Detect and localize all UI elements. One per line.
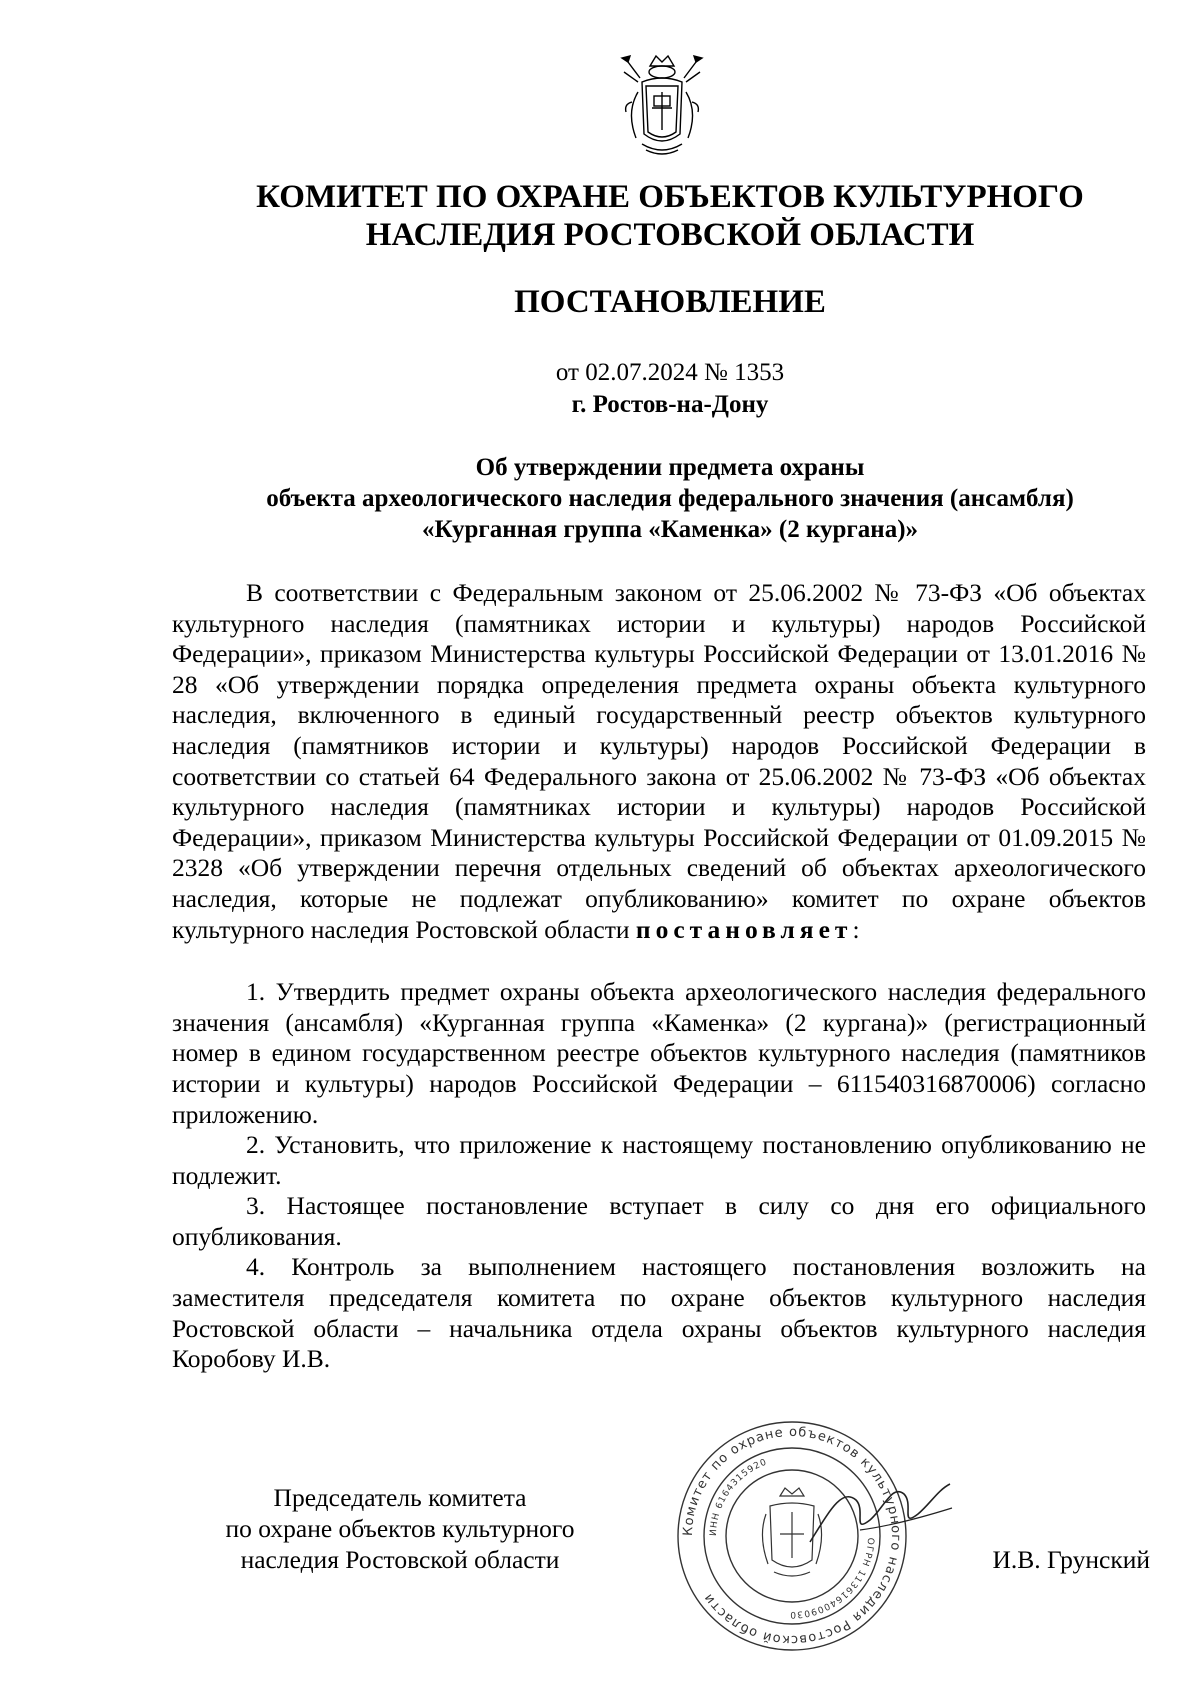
subject-line2: объекта археологического наследия федерального значения (ансамбля) [266, 485, 1074, 512]
document-body [172, 578, 1146, 1375]
organization-name [170, 178, 1170, 254]
resolves-word: постановляет [635, 914, 853, 944]
item-paragraph-2: 2. Установить, что приложение к настоящему постановлению опубликованию не подлежит. [172, 1130, 1146, 1190]
signatory-title [170, 1482, 630, 1575]
preamble-paragraph [172, 578, 1146, 945]
stamp-inn: ИНН 6164315920 [708, 1457, 769, 1537]
organization-name-line1: КОМИТЕТ ПО ОХРАНЕ ОБЪЕКТОВ КУЛЬТУРНОГО [256, 179, 1084, 215]
organization-name-line2: НАСЛЕДИЯ РОСТОВСКОЙ ОБЛАСТИ [365, 217, 975, 253]
signatory-title-line3: наследия Ростовской области [240, 1545, 560, 1574]
signatory-name: И.В. Грунский [992, 1545, 1150, 1574]
preamble-text: В соответствии с Федеральным законом от 25.06.2002 № 73-ФЗ «Об объектах культурного наследия (памятниках истории и культуры) народов Российской Федерации», приказом Министерства культуры Российской Федерации от 13.01.2016 № 28 «Об утверждении порядка определения предмета охраны объекта культурного наследия, включенного в единый государственный реестр объектов культурного наследия (памятников истории и культуры) народов Российской Федерации в соответствии со статьей 64 Федерального закона от 25.06.2002 № 73-ФЗ «Об объектах культурного наследия (памятниках истории и культуры) народов Российской Федерации», приказом Министерства культуры Российской Федерации от 01.09.2015 № 2328 «Об утверждении перечня отдельных сведений об объектах археологического наследия, которые не подлежат опубликованию» комитет по охране объектов культурного наследия Ростовской области [172, 578, 1146, 944]
document-type: ПОСТАНОВЛЕНИЕ [514, 284, 826, 320]
subject-line1: Об утверждении предмета охраны [475, 454, 865, 481]
stamp-text: Комитет по охране объектов культурного наследия Ростовской области [680, 1424, 904, 1648]
preamble-ending: : [852, 914, 860, 944]
paragraph-gap [172, 945, 1146, 977]
signatory-title-line2: по охране объектов культурного [225, 1514, 575, 1543]
signatory-title-line1: Председатель комитета [273, 1483, 527, 1512]
document-city: г. Ростов-на-Дону [571, 391, 769, 418]
item-paragraph-3: 3. Настоящее постановление вступает в силу со дня его официального опубликования. [172, 1191, 1146, 1251]
rostov-oblast-coat-of-arms-icon [612, 52, 712, 162]
document-subject [170, 452, 1170, 545]
stamp-ogrn: ОГРН 1136164009030 [789, 1537, 876, 1620]
item-paragraph-1: 1. Утвердить предмет охраны объекта археологического наследия федерального значения (ансамбля) «Курганная группа «Каменка» (2 кургана)» (регистрационный номер в едином государственном реестре объектов культурного наследия (памятников истории и культуры) народов Российской Федерации – 611540316870006) согласно приложению. [172, 977, 1146, 1129]
document-date-number: от 02.07.2024 № 1353 [555, 359, 785, 386]
item-paragraph-4: 4. Контроль за выполнением настоящего постановления возложить на заместителя председателя комитета по охране объектов культурного наследия Ростовской области – начальника отдела охраны объектов культурного наследия Коробову И.В. [172, 1252, 1146, 1374]
subject-line3: «Курганная группа «Каменка» (2 кургана)» [421, 516, 919, 543]
